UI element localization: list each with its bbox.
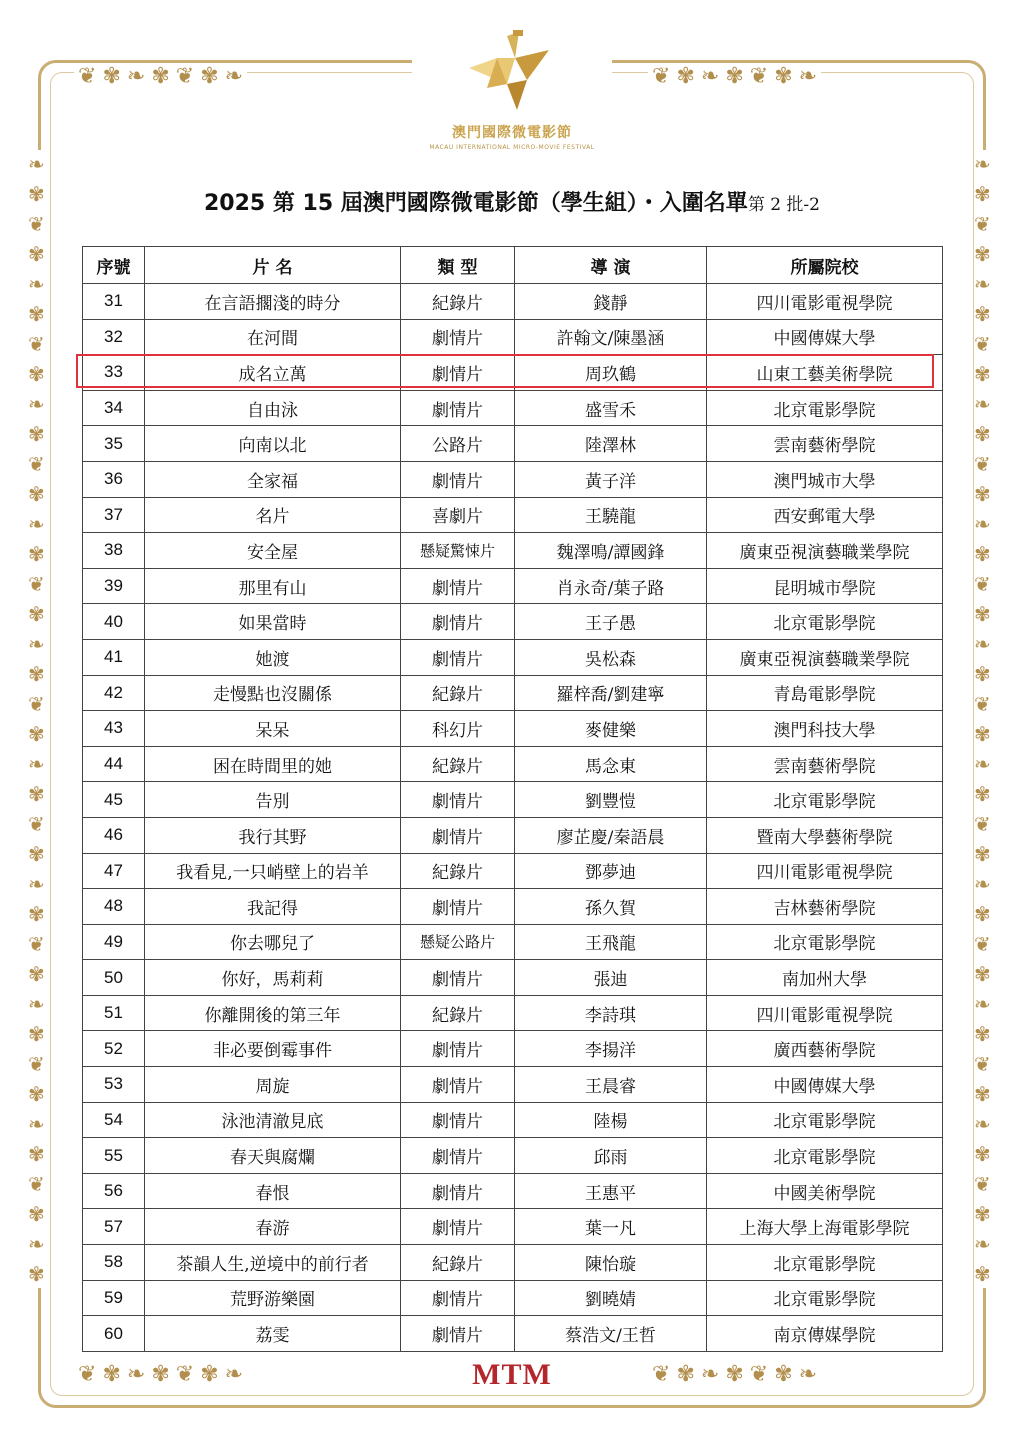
nominee-table	[82, 246, 943, 1352]
cell-school: 上海大學上海電影學院	[707, 1209, 943, 1245]
cell-number: 58	[83, 1245, 145, 1281]
table-row	[83, 746, 943, 782]
cell-school: 北京電影學院	[707, 924, 943, 960]
cell-genre: 劇情片	[401, 960, 515, 996]
header-school: 所屬院校	[707, 247, 943, 284]
cell-director: 王惠平	[515, 1173, 707, 1209]
ornament-top-left: ❦ ✾ ❧ ✾ ❦ ✾ ❧	[74, 66, 247, 88]
table-row	[83, 817, 943, 853]
cell-title: 成名立萬	[145, 355, 401, 391]
cell-director: 廖芷慶/秦語晨	[515, 817, 707, 853]
cell-number: 36	[83, 461, 145, 497]
cell-number: 55	[83, 1138, 145, 1174]
cell-genre: 劇情片	[401, 604, 515, 640]
cell-number: 54	[83, 1102, 145, 1138]
header-director: 導 演	[515, 247, 707, 284]
cell-director: 陸楊	[515, 1102, 707, 1138]
cell-school: 北京電影學院	[707, 604, 943, 640]
table-row	[83, 426, 943, 462]
cell-number: 57	[83, 1209, 145, 1245]
cell-genre: 劇情片	[401, 568, 515, 604]
cell-number: 48	[83, 889, 145, 925]
cell-number: 47	[83, 853, 145, 889]
cell-title: 向南以北	[145, 426, 401, 462]
cell-number: 35	[83, 426, 145, 462]
cell-genre: 紀錄片	[401, 853, 515, 889]
cell-school: 西安郵電大學	[707, 497, 943, 533]
cell-school: 北京電影學院	[707, 390, 943, 426]
cell-title: 名片	[145, 497, 401, 533]
cell-number: 39	[83, 568, 145, 604]
cell-genre: 劇情片	[401, 461, 515, 497]
cell-genre: 紀錄片	[401, 995, 515, 1031]
cell-school: 廣東亞視演藝職業學院	[707, 639, 943, 675]
cell-title: 周旋	[145, 1067, 401, 1103]
cell-number: 49	[83, 924, 145, 960]
cell-school: 中國傳媒大學	[707, 1067, 943, 1103]
cell-number: 56	[83, 1173, 145, 1209]
cell-title: 茶韻人生,逆境中的前行者	[145, 1245, 401, 1281]
table-row	[83, 1280, 943, 1316]
cell-number: 43	[83, 711, 145, 747]
cell-genre: 劇情片	[401, 1316, 515, 1352]
cell-school: 青島電影學院	[707, 675, 943, 711]
cell-director: 孫久賀	[515, 889, 707, 925]
title-main: 2025 第 15 屆澳門國際微電影節（學生組）・入圍名單	[203, 191, 748, 216]
cell-director: 蔡浩文/王哲	[515, 1316, 707, 1352]
cell-genre: 紀錄片	[401, 746, 515, 782]
cell-genre: 劇情片	[401, 817, 515, 853]
cell-title: 荒野游樂園	[145, 1280, 401, 1316]
cell-genre: 劇情片	[401, 319, 515, 355]
ornament-right: ❧ ✾ ❦ ✾ ❧ ✾ ❦ ✾ ❧ ✾ ❦ ✾ ❧ ✾ ❦ ✾ ❧ ✾ ❦ ✾ ❧ ✾ ❦ ✾ ❧ ✾ ❦ ✾ ❧ ✾ ❦ ✾ ❧ ✾ ❦ ✾ ❧ ✾	[974, 152, 991, 1286]
cell-number: 46	[83, 817, 145, 853]
cell-director: 王子愚	[515, 604, 707, 640]
cell-title: 困在時間里的她	[145, 746, 401, 782]
table-row	[83, 853, 943, 889]
cell-director: 魏澤鳴/譚國鋒	[515, 533, 707, 569]
festival-name-en: MACAU INTERNATIONAL MICRO-MOVIE FESTIVAL	[429, 144, 595, 151]
cell-director: 黃子洋	[515, 461, 707, 497]
title-batch: 第 2 批-2	[747, 195, 820, 215]
cell-director: 李詩琪	[515, 995, 707, 1031]
cell-title: 你去哪兒了	[145, 924, 401, 960]
table-body	[83, 284, 943, 1352]
cell-school: 雲南藝術學院	[707, 426, 943, 462]
cell-number: 38	[83, 533, 145, 569]
cell-title: 我看見,一只峭壁上的岩羊	[145, 853, 401, 889]
cell-genre: 劇情片	[401, 1138, 515, 1174]
cell-director: 李揚洋	[515, 1031, 707, 1067]
cell-number: 37	[83, 497, 145, 533]
cell-title: 如果當時	[145, 604, 401, 640]
cell-school: 澳門城市大學	[707, 461, 943, 497]
cell-school: 四川電影電視學院	[707, 284, 943, 320]
cell-director: 王晨睿	[515, 1067, 707, 1103]
cell-genre: 懸疑驚悚片	[401, 533, 515, 569]
ornament-top-right: ❦ ✾ ❧ ✾ ❦ ✾ ❧	[648, 66, 821, 88]
cell-director: 馬念東	[515, 746, 707, 782]
cell-genre: 劇情片	[401, 1280, 515, 1316]
cell-school: 四川電影電視學院	[707, 853, 943, 889]
cell-director: 張迪	[515, 960, 707, 996]
cell-title: 在言語擱淺的時分	[145, 284, 401, 320]
cell-title: 告別	[145, 782, 401, 818]
cell-title: 你離開後的第三年	[145, 995, 401, 1031]
cell-number: 41	[83, 639, 145, 675]
table-row	[83, 675, 943, 711]
cell-number: 42	[83, 675, 145, 711]
cell-school: 四川電影電視學院	[707, 995, 943, 1031]
cell-title: 在河間	[145, 319, 401, 355]
cell-director: 鄧夢迪	[515, 853, 707, 889]
table-row	[83, 924, 943, 960]
cell-number: 45	[83, 782, 145, 818]
cell-genre: 紀錄片	[401, 284, 515, 320]
cell-title: 春天與腐爛	[145, 1138, 401, 1174]
cell-genre: 懸疑公路片	[401, 924, 515, 960]
table-row	[83, 568, 943, 604]
cell-school: 山東工藝美術學院	[707, 355, 943, 391]
cell-school: 北京電影學院	[707, 1102, 943, 1138]
cell-director: 錢靜	[515, 284, 707, 320]
festival-logo	[412, 28, 612, 168]
festival-name-cn: 澳門國際微電影節	[452, 125, 572, 141]
cell-school: 南加州大學	[707, 960, 943, 996]
table-row	[83, 1209, 943, 1245]
cell-number: 52	[83, 1031, 145, 1067]
table-row	[83, 995, 943, 1031]
cell-title: 春恨	[145, 1173, 401, 1209]
cell-title: 全家福	[145, 461, 401, 497]
cell-genre: 紀錄片	[401, 675, 515, 711]
cell-school: 南京傳媒學院	[707, 1316, 943, 1352]
ornament-bottom-left: ❦ ✾ ❧ ✾ ❦ ✾ ❧	[74, 1364, 247, 1386]
cell-genre: 劇情片	[401, 1209, 515, 1245]
cell-number: 32	[83, 319, 145, 355]
cell-genre: 劇情片	[401, 639, 515, 675]
cell-genre: 劇情片	[401, 1102, 515, 1138]
cell-number: 40	[83, 604, 145, 640]
cell-title: 她渡	[145, 639, 401, 675]
table-row	[83, 390, 943, 426]
cell-director: 吳松森	[515, 639, 707, 675]
header-genre: 類 型	[401, 247, 515, 284]
cell-genre: 劇情片	[401, 1031, 515, 1067]
table-row	[83, 1102, 943, 1138]
cell-number: 59	[83, 1280, 145, 1316]
cell-school: 雲南藝術學院	[707, 746, 943, 782]
table-row	[83, 889, 943, 925]
table-row	[83, 461, 943, 497]
cell-director: 葉一凡	[515, 1209, 707, 1245]
cell-director: 肖永奇/葉子路	[515, 568, 707, 604]
table-row	[83, 1316, 943, 1352]
table-row	[83, 960, 943, 996]
ornament-bottom-right: ❦ ✾ ❧ ✾ ❦ ✾ ❧	[648, 1364, 821, 1386]
cell-director: 王驍龍	[515, 497, 707, 533]
cell-number: 33	[83, 355, 145, 391]
cell-school: 吉林藝術學院	[707, 889, 943, 925]
cell-school: 中國美術學院	[707, 1173, 943, 1209]
cell-title: 呆呆	[145, 711, 401, 747]
cell-number: 50	[83, 960, 145, 996]
cell-school: 中國傳媒大學	[707, 319, 943, 355]
cell-director: 劉曉婧	[515, 1280, 707, 1316]
header-number: 序號	[83, 247, 145, 284]
footer-brand: MTM	[412, 1358, 612, 1392]
cell-school: 北京電影學院	[707, 1245, 943, 1281]
cell-school: 昆明城市學院	[707, 568, 943, 604]
cell-genre: 喜劇片	[401, 497, 515, 533]
cell-director: 陸澤林	[515, 426, 707, 462]
cell-school: 暨南大學藝術學院	[707, 817, 943, 853]
table-row	[83, 497, 943, 533]
cell-title: 我記得	[145, 889, 401, 925]
table-row	[83, 533, 943, 569]
table-row	[83, 355, 943, 391]
cell-genre: 劇情片	[401, 782, 515, 818]
cell-genre: 劇情片	[401, 889, 515, 925]
table-row	[83, 782, 943, 818]
cell-school: 北京電影學院	[707, 1280, 943, 1316]
cell-director: 許翰文/陳墨涵	[515, 319, 707, 355]
table-row	[83, 319, 943, 355]
header-title: 片 名	[145, 247, 401, 284]
cell-title: 自由泳	[145, 390, 401, 426]
cell-number: 51	[83, 995, 145, 1031]
cell-title: 荔雯	[145, 1316, 401, 1352]
cell-genre: 劇情片	[401, 1173, 515, 1209]
cell-director: 王飛龍	[515, 924, 707, 960]
cell-director: 周玖鶴	[515, 355, 707, 391]
cell-school: 澳門科技大學	[707, 711, 943, 747]
cell-title: 安全屋	[145, 533, 401, 569]
cell-director: 陳怡璇	[515, 1245, 707, 1281]
table-row	[83, 1173, 943, 1209]
cell-number: 53	[83, 1067, 145, 1103]
cell-title: 那里有山	[145, 568, 401, 604]
table-row	[83, 711, 943, 747]
cell-genre: 劇情片	[401, 355, 515, 391]
cell-director: 盛雪禾	[515, 390, 707, 426]
cell-title: 非必要倒霉事件	[145, 1031, 401, 1067]
ornament-left: ❧ ✾ ❦ ✾ ❧ ✾ ❦ ✾ ❧ ✾ ❦ ✾ ❧ ✾ ❦ ✾ ❧ ✾ ❦ ✾ ❧ ✾ ❦ ✾ ❧ ✾ ❦ ✾ ❧ ✾ ❦ ✾ ❧ ✾ ❦ ✾ ❧ ✾	[28, 152, 45, 1286]
table-row	[83, 1031, 943, 1067]
table-row	[83, 1138, 943, 1174]
cell-director: 羅梓喬/劉建寧	[515, 675, 707, 711]
cell-genre: 劇情片	[401, 390, 515, 426]
cell-title: 我行其野	[145, 817, 401, 853]
table-row	[83, 604, 943, 640]
cell-title: 春游	[145, 1209, 401, 1245]
cell-title: 你好，馬莉莉	[145, 960, 401, 996]
cell-director: 麥健樂	[515, 711, 707, 747]
cell-genre: 劇情片	[401, 1067, 515, 1103]
cell-number: 60	[83, 1316, 145, 1352]
cell-genre: 紀錄片	[401, 1245, 515, 1281]
cell-school: 廣西藝術學院	[707, 1031, 943, 1067]
cell-genre: 科幻片	[401, 711, 515, 747]
page-title	[80, 186, 944, 217]
table-row	[83, 1245, 943, 1281]
origami-bird-icon	[457, 28, 567, 118]
cell-school: 北京電影學院	[707, 782, 943, 818]
table-header-row	[83, 247, 943, 284]
cell-director: 邱雨	[515, 1138, 707, 1174]
cell-number: 44	[83, 746, 145, 782]
cell-genre: 公路片	[401, 426, 515, 462]
cell-title: 走慢點也沒關係	[145, 675, 401, 711]
table-row	[83, 284, 943, 320]
cell-number: 31	[83, 284, 145, 320]
table-row	[83, 639, 943, 675]
table-row	[83, 1067, 943, 1103]
cell-number: 34	[83, 390, 145, 426]
cell-school: 廣東亞視演藝職業學院	[707, 533, 943, 569]
cell-school: 北京電影學院	[707, 1138, 943, 1174]
cell-director: 劉豐愷	[515, 782, 707, 818]
cell-title: 泳池清澈見底	[145, 1102, 401, 1138]
